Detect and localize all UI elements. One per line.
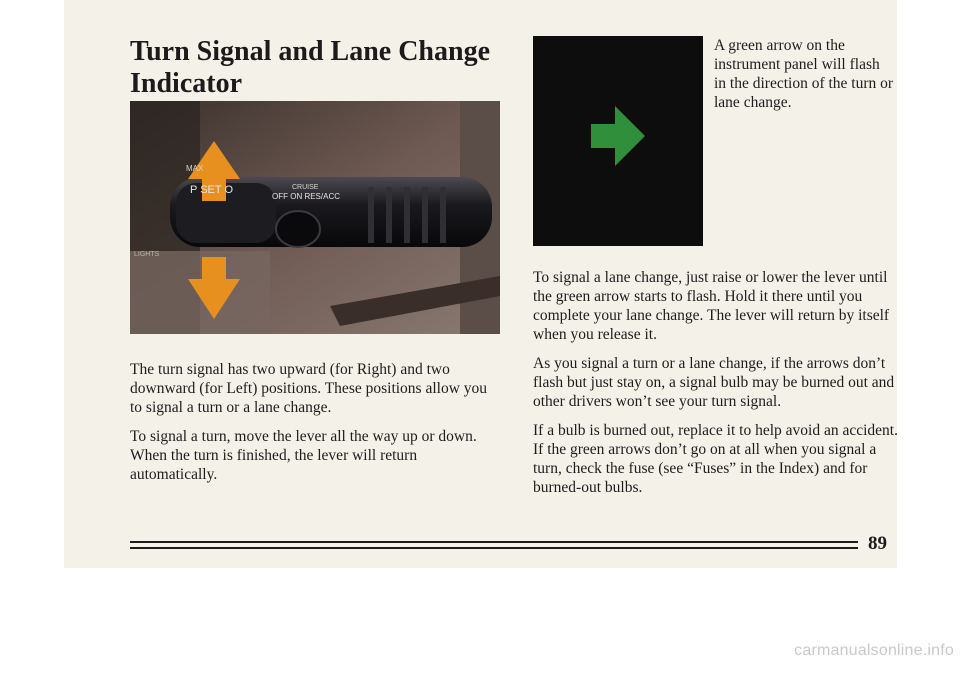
photo-label-max: MAX <box>186 164 204 173</box>
page-heading: Turn Signal and Lane Change Indicator <box>130 36 490 99</box>
photo-label-lights: LIGHTS <box>134 251 160 258</box>
turn-signal-lever-photo <box>130 101 500 334</box>
footer-rule <box>130 541 858 543</box>
footer-rule <box>130 547 858 549</box>
right-column <box>533 268 903 507</box>
left-paragraph-1: The turn signal has two upward (for Right) and two downward (for Left) positions. These positions allow you to signal a turn or a lane change. <box>130 361 488 416</box>
photo-label-cruise-modes: OFF ON RES/ACC <box>272 192 341 201</box>
photo-label-cruise: CRUISE <box>292 184 319 191</box>
left-column <box>130 360 500 494</box>
instrument-panel-photo <box>533 36 703 246</box>
right-paragraph-3: If a bulb is burned out, replace it to help avoid an accident. If the green arrows don’t go on at all when you signal a turn, check the fuse (see “Fuses” in the Index) and for burned-out bulbs. <box>533 422 898 496</box>
photo-label-dial: P SET O <box>190 184 234 196</box>
photo-caption: A green arrow on the instrument panel will flash in the direction of the turn or lane change. <box>714 37 894 111</box>
right-paragraph-2: As you signal a turn or a lane change, if the arrows don’t flash but just stay on, a signal bulb may be burned out and other drivers won’t see your turn signal. <box>533 355 895 410</box>
watermark: carmanualsonline.info <box>794 642 954 659</box>
right-paragraph-1: To signal a lane change, just raise or lower the lever until the green arrow starts to flash. Hold it there until you complete your lane change. The lever will return by itself when you release it. <box>533 269 890 343</box>
left-paragraph-2: To signal a turn, move the lever all the way up or down. When the turn is finished, the lever will return automatically. <box>130 428 477 483</box>
page-number: 89 <box>868 533 887 554</box>
